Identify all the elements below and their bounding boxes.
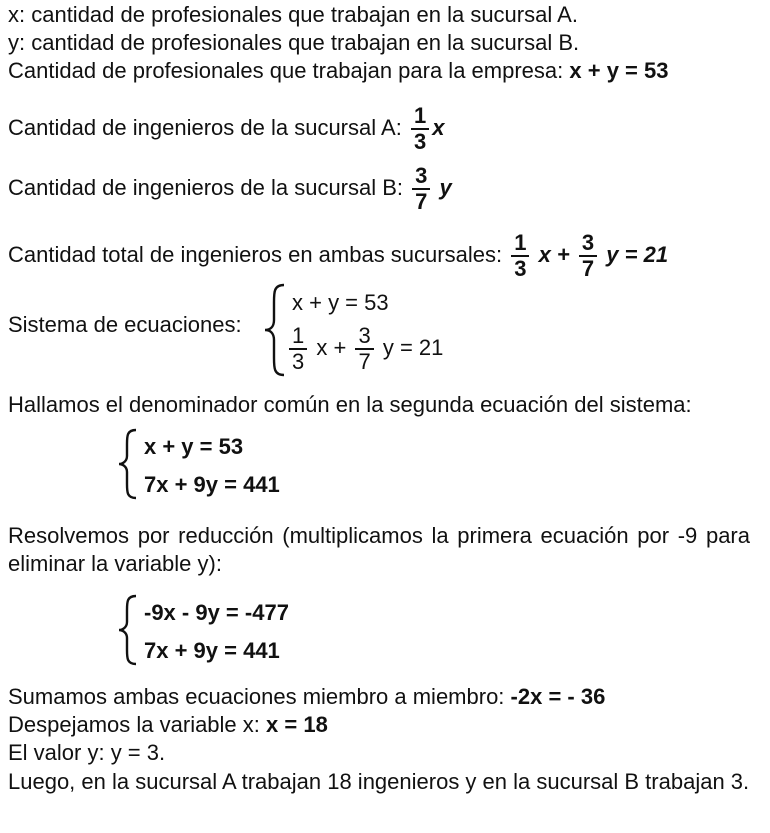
left-brace-icon [116,428,140,500]
system-1-equation-1: x + y = 53 [292,290,389,315]
system-1-rest: y = 21 [382,335,444,360]
engineers-b-line [8,164,452,213]
sum-equation: -2x = - 36 [510,684,606,709]
system-2-equation-2: 7x + 9y = 441 [144,472,280,497]
total-professionals-line [8,58,668,84]
fraction-numerator: 1 [514,230,527,256]
engineers-a-label: Cantidad de ingenieros de la sucursal A: [8,115,402,140]
engineers-a-line [8,104,444,153]
system-1-equation-2 [286,322,443,374]
system-1-fraction-1 [289,325,307,373]
left-brace-icon [262,282,288,378]
fraction-denominator: 7 [579,255,597,280]
total-professionals-label: Cantidad de profesionales que trabajan para la empresa: [8,58,564,83]
system-1-fraction-2 [355,325,373,373]
engineers-total-line [8,230,668,280]
fraction-numerator: 1 [292,323,305,349]
sum-label: Sumamos ambas ecuaciones miembro a miembro: [8,684,505,709]
engineers-total-fraction-2 [579,232,597,280]
fraction-numerator: 1 [413,103,427,129]
fraction-denominator: 3 [511,255,529,280]
total-professionals-equation: x + y = 53 [569,58,669,83]
engineers-total-fraction-1 [511,232,529,280]
solve-x-equation: x = 18 [266,712,328,737]
fraction-denominator: 3 [411,128,429,153]
conclusion-text: Luego, en la sucursal A trabajan 18 ingenieros y en la sucursal B trabajan 3. [8,769,750,794]
system-2-equation-1: x + y = 53 [144,434,244,459]
system-3-equation-2: 7x + 9y = 441 [144,638,280,663]
y-definition: y: cantidad de profesionales que trabajan en la sucursal B. [8,30,580,55]
solve-x-line [8,712,328,738]
common-denominator-text: Hallamos el denominador común en la segunda ecuación del sistema: [8,392,692,417]
x-definition: x: cantidad de profesionales que trabajan en la sucursal A. [8,2,578,27]
engineers-b-label: Cantidad de ingenieros de la sucursal B: [8,175,404,200]
fraction-numerator: 3 [415,163,428,189]
reduction-text: Resolvemos por reducción (multiplicamos la primera ecuación por -9 para eliminar la variable y): [8,523,750,576]
y-value-line: El valor y: y = 3. [8,740,166,765]
engineers-total-label: Cantidad total de ingenieros en ambas sucursales: [8,242,503,267]
fraction-denominator: 7 [355,348,373,373]
sum-line [8,684,605,710]
fraction-numerator: 3 [581,230,595,256]
system-1-x-term: x + [316,335,347,360]
fraction-numerator: 3 [358,323,371,349]
equation-system-3 [116,594,336,666]
engineers-a-fraction [411,105,429,153]
left-brace-icon [116,594,140,666]
system-label: Sistema de ecuaciones: [8,312,242,337]
variable-y: y [439,175,452,200]
engineers-total-x-term: x + [538,242,570,267]
fraction-denominator: 3 [289,348,307,373]
fraction-denominator: 7 [412,188,430,213]
solve-x-label: Despejamos la variable x: [8,712,260,737]
system-3-equation-1: -9x - 9y = -477 [144,600,289,625]
equation-system-1 [262,282,492,378]
engineers-total-rest: y = 21 [606,242,669,267]
equation-system-2 [116,428,316,500]
engineers-b-fraction [412,165,430,213]
variable-x: x [432,115,445,140]
